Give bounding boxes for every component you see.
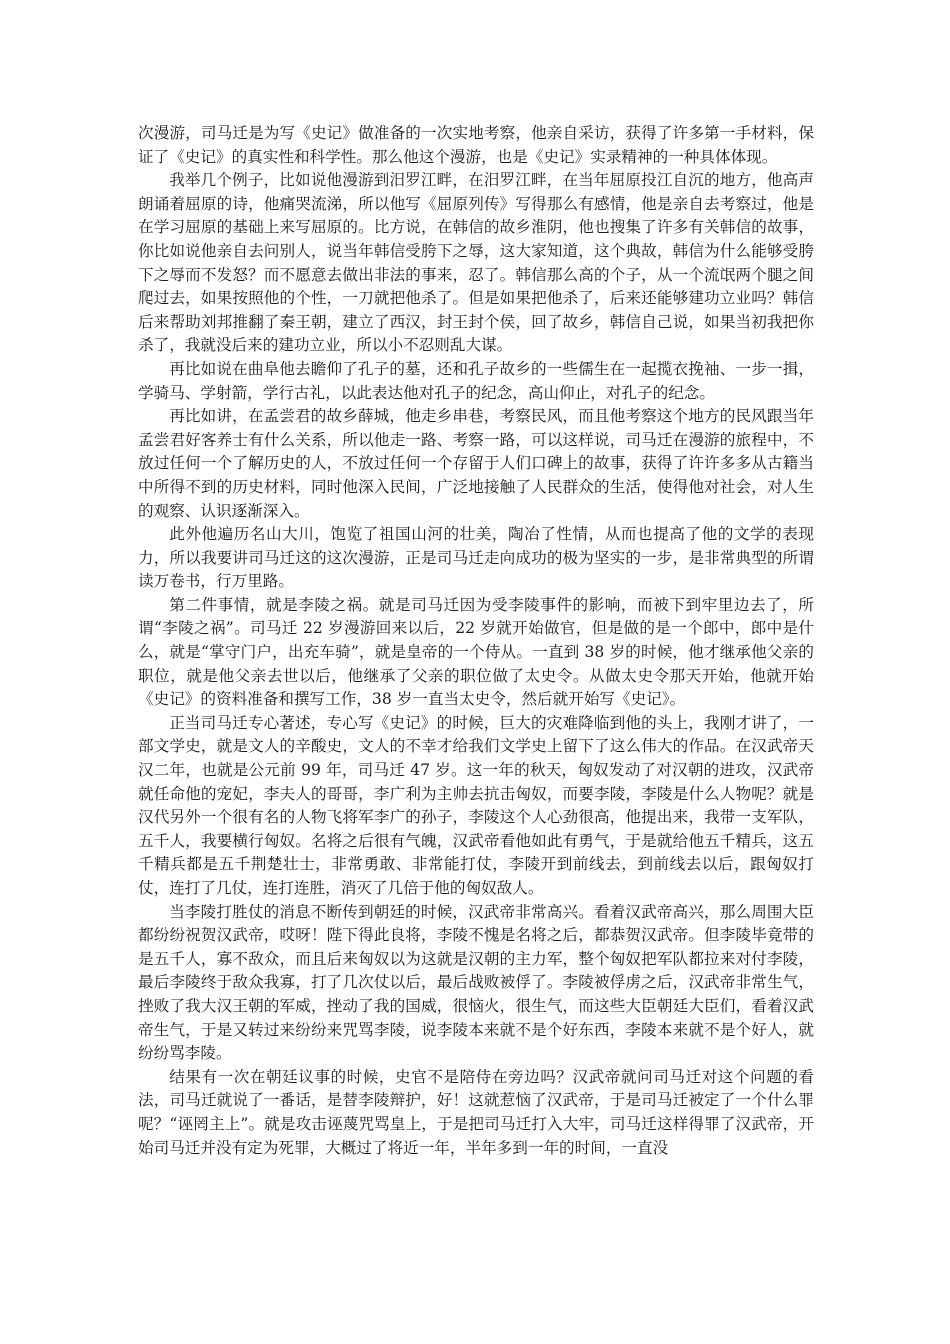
paragraph-continued: 次漫游，司马迁是为写《史记》做准备的一次实地考察，他亲自采访，获得了许多第一手材料，保证了《史记》的真实性和科学性。那么他这个漫游，也是《史记》实录精神的一种具体体现。 bbox=[138, 124, 814, 166]
paragraph: 再比如讲，在孟尝君的故乡薛城，他走乡串巷，考察民风，而且他考察这个地方的民风跟当年孟尝君好客养士有什么关系，所以他走一路、考察一路，可以这样说，司马迁在漫游的旅程中，不放过任何一个了解历史的人，不放过任何一个存留于人们口碑上的故事，获得了许许多多从古籍当中所得不到的历史材料，同时他深入民间，广泛地接触了人民群众的生活，使得他对社会，对人生的观察、认识逐渐深入。 bbox=[138, 407, 814, 520]
paragraph: 结果有一次在朝廷议事的时候，史官不是陪侍在旁边吗？汉武帝就问司马迁对这个问题的看法，司马迁就说了一番话，是替李陵辩护，好！这就惹恼了汉武帝，于是司马迁被定了一个什么罪呢？“诬罔主上”。就是攻击诬蔑咒骂皇上，于是把司马迁打入大牢，司马迁这样得罪了汉武帝，开始司马迁并没有定为死罪，大概过了将近一年，半年多到一年的时间，一直没 bbox=[138, 1067, 814, 1157]
paragraph: 第二件事情，就是李陵之祸。就是司马迁因为受李陵事件的影响，而被下到牢里边去了，所谓“李陵之祸”。司马迁 22 岁漫游回来以后，22 岁就开始做官，但是做的是一个郎中，郎中是什么，就是“掌守门户，出充车骑”，就是皇帝的一个侍从。一直到 38 岁的时候，他才继承他父亲的职位，就是他父亲去世以后，他继承了父亲的职位做了太史令。从做太史令那天开始，他就开始《史记》的资料准备和撰写工作，38 岁一直当太史令，然后就开始写《史记》。 bbox=[138, 595, 814, 709]
paragraph: 当李陵打胜仗的消息不断传到朝廷的时候，汉武帝非常高兴。看着汉武帝高兴，那么周围大臣都纷纷祝贺汉武帝，哎呀！陛下得此良将，李陵不愧是名将之后，都恭贺汉武帝。但李陵毕竟带的是五千人，寡不敌众，而且后来匈奴以为这就是汉朝的主力军，整个匈奴把军队都拉来对付李陵，最后李陵终于敌众我寡，打了几次仗以后，最后战败被俘了。李陵被俘虏之后，汉武帝非常生气，挫败了我大汉王朝的军威，挫动了我的国威，很恼火，很生气，而这些大臣朝廷大臣们，看着汉武帝生气，于是又转过来纷纷来咒骂李陵，说李陵本来就不是个好东西，李陵本来就不是个好人，就纷纷骂李陵。 bbox=[138, 902, 814, 1063]
paragraph: 再比如说在曲阜他去瞻仰了孔子的墓，还和孔子故乡的一些儒生在一起揽衣挽袖、一步一揖，学骑马、学射箭，学行古礼，以此表达他对孔子的纪念，高山仰止，对孔子的纪念。 bbox=[138, 359, 814, 402]
paragraph: 我举几个例子，比如说他漫游到汨罗江畔，在汨罗江畔，在当年屈原投江自沉的地方，他高声朗诵着屈原的诗，他痛哭流涕，所以他写《屈原列传》写得那么有感情，他是亲自去考察过，他是在学习屈原的基础上来写屈原的。比方说，在韩信的故乡淮阴，他也搜集了许多有关韩信的故事，你比如说他亲自去问别人，说当年韩信受胯下之辱，这大家知道，这个典故，韩信为什么能够受胯下之辱而不发怒？而不愿意去做出非法的事来，忍了。韩信那么高的个子，从一个流氓两个腿之间爬过去，如果按照他的个性，一刀就把他杀了。但是如果把他杀了，后来还能够建功立业吗？韩信后来帮助刘邦推翻了秦王朝，建立了西汉，封王封个侯，回了故乡，韩信自己说，如果当初我把你杀了，我就没后来的建功立业，所以小不忍则乱大谋。 bbox=[138, 171, 814, 355]
document-body bbox=[138, 122, 814, 1160]
paragraph: 正当司马迁专心著述，专心写《史记》的时候，巨大的灾难降临到他的头上，我刚才讲了，一部文学史，就是文人的辛酸史，文人的不幸才给我们文学史上留下了这么伟大的作品。在汉武帝天汉二年，也就是公元前 99 年，司马迁 47 岁。这一年的秋天，匈奴发动了对汉朝的进攻，汉武帝就任命他的宠妃，李夫人的哥哥，李广利为主帅去抗击匈奴，而要李陵，李陵是什么人物呢？就是汉代另外一个很有名的人物飞将军李广的孙子，李陵这个人心劲很高，他提出来，我带一支军队，五千人，我要横行匈奴。名将之后很有气魄，汉武帝看他如此有勇气，于是就给他五千精兵，这五千精兵都是五千荆楚壮士，非常勇敢、非常能打仗，李陵开到前线去，到前线去以后，跟匈奴打仗，连打了几仗，连打连胜，消灭了几倍于他的匈奴敌人。 bbox=[138, 713, 814, 897]
paragraph: 此外他遍历名山大川，饱览了祖国山河的壮美，陶冶了性情，从而也提高了他的文学的表现力，所以我要讲司马迁这的这次漫游，正是司马迁走向成功的极为坚实的一步，是非常典型的所谓读万卷书，行万里路。 bbox=[138, 525, 814, 591]
